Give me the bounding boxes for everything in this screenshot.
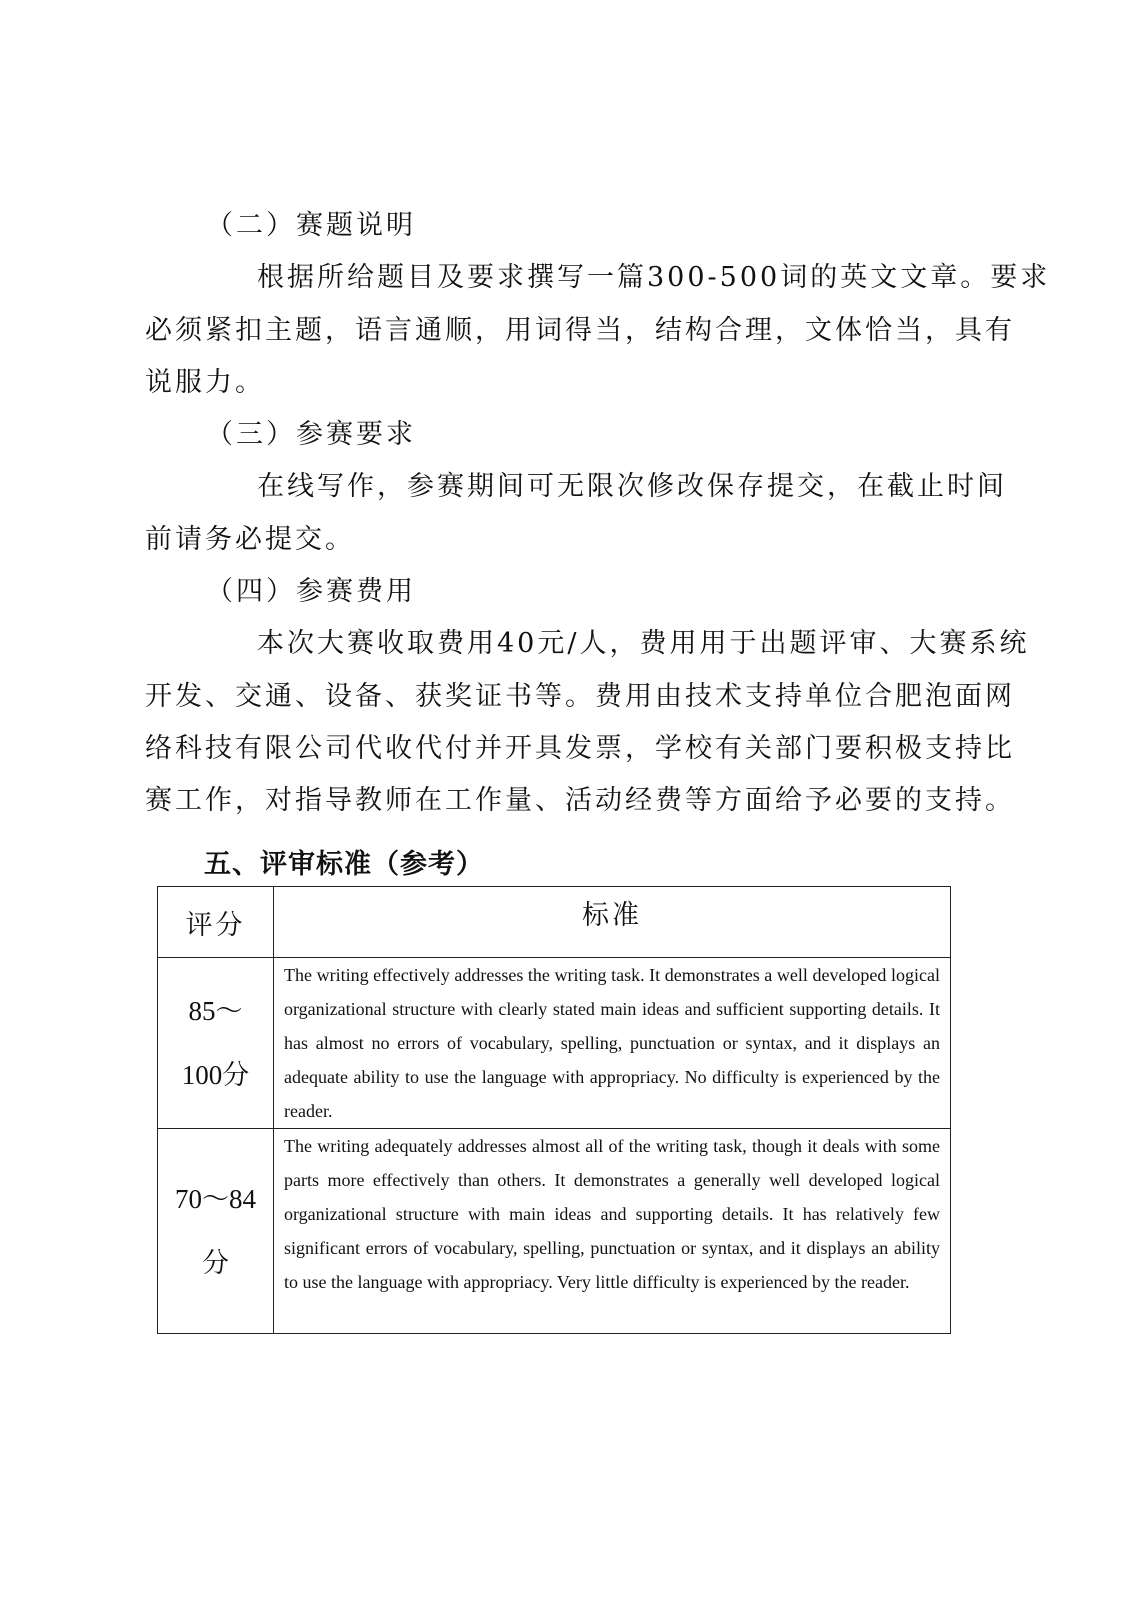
section-three-line-1: 在线写作，参赛期间可无限次修改保存提交，在截止时间	[257, 471, 1007, 502]
section-four-line-1: 本次大赛收取费用40元/人，费用用于出题评审、大赛系统	[257, 628, 1030, 659]
score-cell	[158, 1129, 274, 1334]
score-range-line-2: 分	[202, 1248, 229, 1278]
section-two-heading: （二）赛题说明	[206, 210, 416, 241]
criteria-description: The writing effectively addresses the writing task. It demonstrates a well developed logical organizational structure with clearly stated main ideas and sufficient supporting details. It has almost no errors of vocabulary, spelling, punctuation or syntax, and it displays an adequate ability to use the language with appropriacy. No difficulty is experienced by the reader.	[274, 958, 951, 1129]
criteria-column-header: 标准	[274, 887, 951, 958]
criteria-description: The writing adequately addresses almost all of the writing task, though it deals with some parts more effectively than others. It demonstrates a generally well developed logical organizational structure with main ideas and supporting details. It has relatively few significant errors of vocabulary, spelling, punctuation or syntax, and it displays an ability to use the language with appropriacy. Very little difficulty is experienced by the reader.	[274, 1129, 951, 1334]
table-header-row	[158, 887, 951, 958]
table-row	[158, 1129, 951, 1334]
section-two-line-2: 必须紧扣主题，语言通顺，用词得当，结构合理，文体恰当，具有	[145, 315, 1015, 346]
score-cell	[158, 958, 274, 1129]
criteria-table	[157, 886, 951, 1334]
section-three-heading: （三）参赛要求	[206, 419, 416, 450]
section-two-line-1: 根据所给题目及要求撰写一篇300-500词的英文文章。要求	[257, 262, 1051, 293]
score-range-line-1: 70～84	[175, 1184, 256, 1214]
score-column-header: 评分	[158, 887, 274, 958]
score-range-line-2: 100分	[181, 1060, 250, 1090]
criteria-section-heading: 五、评审标准（参考）	[204, 849, 484, 880]
section-four-line-3: 络科技有限公司代收代付并开具发票，学校有关部门要积极支持比	[145, 733, 1015, 764]
score-range-line-1: 85～	[188, 996, 243, 1026]
section-four-heading: （四）参赛费用	[206, 576, 416, 607]
section-three-line-2: 前请务必提交。	[145, 524, 355, 555]
section-two-line-3: 说服力。	[145, 367, 265, 398]
section-four-line-4: 赛工作，对指导教师在工作量、活动经费等方面给予必要的支持。	[145, 785, 1015, 816]
section-four-line-2: 开发、交通、设备、获奖证书等。费用由技术支持单位合肥泡面网	[145, 681, 1015, 712]
table-row	[158, 958, 951, 1129]
